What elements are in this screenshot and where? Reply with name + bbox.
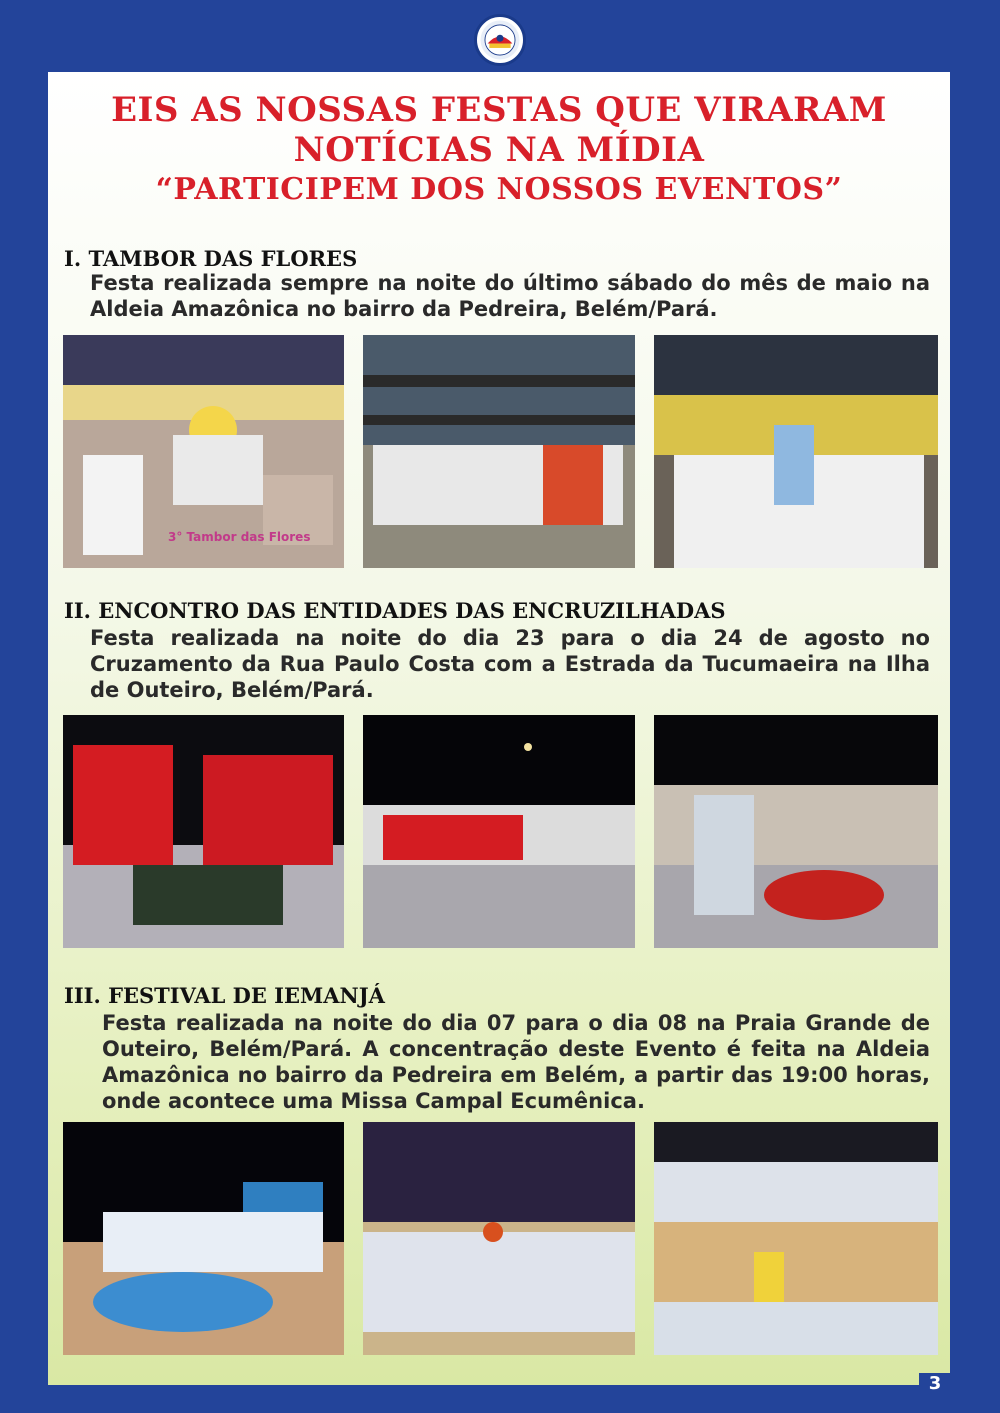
headline-slogan: “PARTICIPEM DOS NOSSOS EVENTOS”: [155, 172, 843, 207]
page-number: 3: [919, 1373, 951, 1395]
section-body-iemanja: Festa realizada na noite do dia 07 para o dia 08 na Praia Grande de Outeiro, Belém/Pará. A concentração deste Evento é feita na Aldeia Amazônica no bairro da Pedreira em Belém, a partir das 19:00 horas, onde acontece uma Missa Campal Ecumênica.: [102, 1011, 930, 1113]
section-title-iemanja: III. FESTIVAL DE IEMANJÁ: [64, 983, 385, 1008]
headline-line-2: NOTÍCIAS NA MÍDIA: [293, 130, 705, 170]
section-title-encruzilhadas: II. ENCONTRO DAS ENTIDADES DAS ENCRUZILHADAS: [64, 598, 726, 623]
headline-line-1: EIS AS NOSSAS FESTAS QUE VIRARAM: [111, 90, 887, 130]
section-body-encruzilhadas: Festa realizada na noite do dia 23 para o dia 24 de agosto no Cruzamento da Rua Paulo Costa com a Estrada da Tucumaeira na Ilha de Outeiro, Belém/Pará.: [90, 626, 930, 702]
photo-iemanja-1: [63, 1122, 344, 1355]
photo-iemanja-2: [363, 1122, 635, 1355]
photo-caption-tambor: 3° Tambor das Flores: [168, 530, 311, 544]
photo-encruzilhadas-2: [363, 715, 635, 948]
photo-encruzilhadas-3: [654, 715, 938, 948]
section-title-tambor-das-flores: I. TAMBOR DAS FLORES: [64, 246, 358, 271]
emblem-logo: [474, 14, 526, 66]
photo-tambor-2: [363, 335, 635, 568]
photo-tambor-3: [654, 335, 938, 568]
section-body-tambor-das-flores: Festa realizada sempre na noite do último sábado do mês de maio na Aldeia Amazônica no bairro da Pedreira, Belém/Pará.: [90, 271, 930, 321]
photo-iemanja-3: [654, 1122, 938, 1355]
photo-encruzilhadas-1: [63, 715, 344, 948]
